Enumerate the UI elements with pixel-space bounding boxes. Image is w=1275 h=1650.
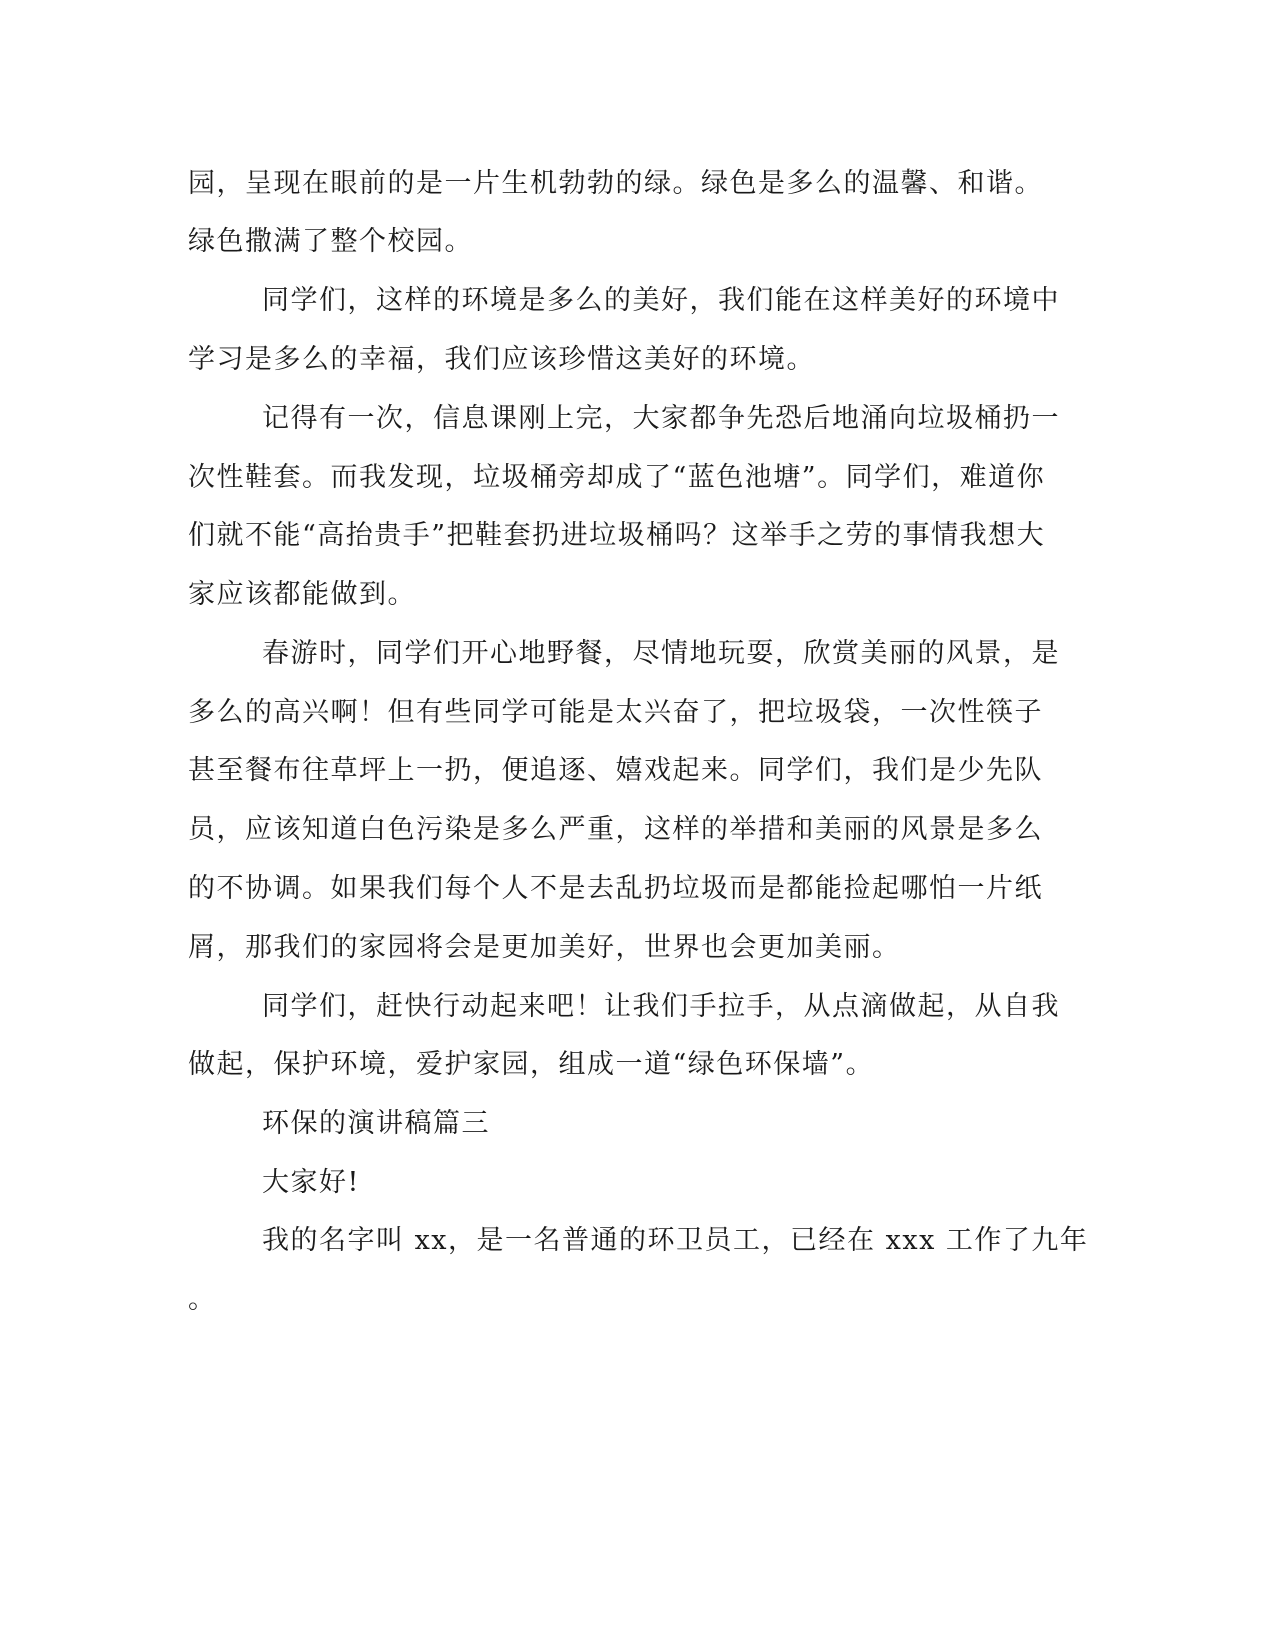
text-line: 园，呈现在眼前的是一片生机勃勃的绿。绿色是多么的温馨、和谐。 <box>188 168 1043 199</box>
greeting: 大家好! <box>262 1167 360 1198</box>
text-line: 多么的高兴啊！但有些同学可能是太兴奋了，把垃圾袋，一次性筷子 <box>188 697 1043 728</box>
text-line: 做起，保护环境，爱护家园，组成一道“绿色环保墙”。 <box>188 1049 875 1080</box>
text-line: 们就不能“高抬贵手”把鞋套扔进垃圾桶吗？这举手之劳的事情我想大 <box>188 520 1046 551</box>
paragraph-start: 记得有一次，信息课刚上完，大家都争先恐后地涌向垃圾桶扔一 <box>262 403 1060 434</box>
section-heading: 环保的演讲稿篇三 <box>262 1108 490 1139</box>
text-line: 学习是多么的幸福，我们应该珍惜这美好的环境。 <box>188 344 815 375</box>
text-line: 员，应该知道白色污染是多么严重，这样的举措和美丽的风景是多么 <box>188 814 1043 845</box>
text-line: 甚至餐布往草坪上一扔，便追逐、嬉戏起来。同学们，我们是少先队 <box>188 755 1043 786</box>
text-line: 。 <box>188 1284 217 1315</box>
text-line: 的不协调。如果我们每个人不是去乱扔垃圾而是都能捡起哪怕一片纸 <box>188 873 1043 904</box>
text-line: 家应该都能做到。 <box>188 579 416 610</box>
text-line: 绿色撒满了整个校园。 <box>188 226 473 257</box>
text-line: 次性鞋套。而我发现，垃圾桶旁却成了“蓝色池塘”。同学们，难道你 <box>188 462 1046 493</box>
text-line: 屑，那我们的家园将会是更加美好，世界也会更加美丽。 <box>188 932 901 963</box>
paragraph-start: 同学们，这样的环境是多么的美好，我们能在这样美好的环境中 <box>262 285 1060 316</box>
paragraph-start: 春游时，同学们开心地野餐，尽情地玩耍，欣赏美丽的风景，是 <box>262 638 1060 669</box>
paragraph-start: 我的名字叫 xx，是一名普通的环卫员工，已经在 xxx 工作了九年 <box>262 1225 1089 1256</box>
paragraph-start: 同学们，赶快行动起来吧！让我们手拉手，从点滴做起，从自我 <box>262 991 1060 1022</box>
